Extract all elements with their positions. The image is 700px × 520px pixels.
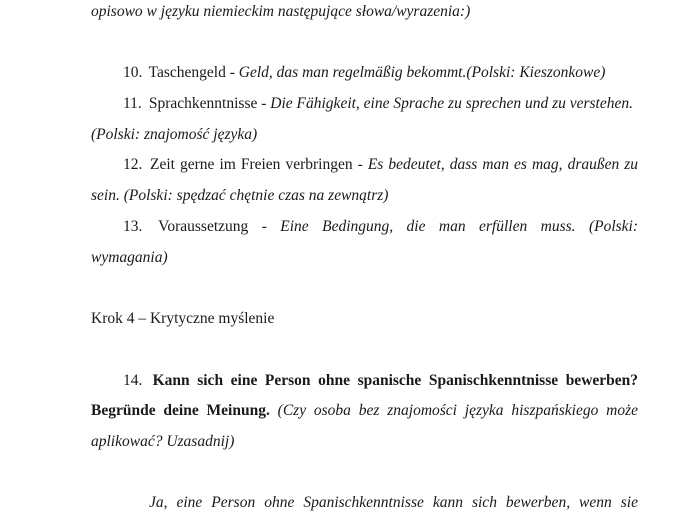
vocab-term: Sprachkenntnisse <box>148 95 258 112</box>
vocab-translation: (Polski: Kieszonkowe) <box>466 64 606 81</box>
separator: - <box>257 95 271 112</box>
question-14-line2 <box>91 395 638 426</box>
separator: - <box>225 64 239 81</box>
item-number: 11. <box>123 95 142 112</box>
answer-text: Ja, eine Person ohne Spanischkenntnisse kann sich bewerben, wenn sie <box>149 494 638 511</box>
vocab-item-13: 13. Voraussetzung - Eine Bedingung, die man erfüllen muss. (Polski: <box>91 211 638 242</box>
question-text: Kann sich eine Person ohne spanische Spanischkenntnisse bewerben? <box>152 372 639 389</box>
vocab-item-10 <box>91 57 638 88</box>
vocab-item-11 <box>91 88 638 119</box>
question-translation-end: aplikować? Uzasadnij) <box>91 433 235 450</box>
question-prompt: Begründe deine Meinung. <box>91 402 270 419</box>
vocab-term: Taschengeld <box>148 64 226 81</box>
vocab-item-12: 12. Zeit gerne im Freien verbringen - Es bedeutet, dass man es mag, draußen zu <box>91 149 638 180</box>
intro-continuation: opisowo w języku niemieckim następujące słowa/wyrazenia:) <box>91 3 471 20</box>
item-number: 12. <box>123 156 143 173</box>
item-number: 13. <box>123 218 143 235</box>
vocab-term: Zeit gerne im Freien verbringen <box>150 156 353 173</box>
section-heading: Krok 4 – Krytyczne myślenie <box>91 310 275 327</box>
vocab-definition-end: sein. <box>91 187 120 204</box>
item-number: 14. <box>123 372 143 389</box>
item-number: 10. <box>123 64 143 81</box>
vocab-term: Voraussetzung <box>158 218 249 235</box>
vocab-item-12-continuation <box>91 180 638 211</box>
vocab-definition: Die Fähigkeit, eine Sprache zu sprechen und zu verstehen. <box>270 95 633 112</box>
vocab-translation: (Polski: spędzać chętnie czas na zewnątrz) <box>123 187 389 204</box>
vocab-definition: Es bedeutet, dass man es mag, draußen zu <box>367 156 639 173</box>
vocab-definition: Eine Bedingung, die man erfüllen muss. <box>280 218 576 235</box>
question-translation: (Czy osoba bez znajomości języka hiszpańskiego może <box>277 402 639 419</box>
vocab-translation: (Polski: znajomość języka) <box>91 126 258 143</box>
vocab-definition: Geld, das man regelmäßig bekommt. <box>238 64 467 81</box>
vocab-translation-start: (Polski: <box>588 218 639 235</box>
vocab-translation-end: wymagania) <box>91 249 168 266</box>
question-14 <box>91 365 638 396</box>
